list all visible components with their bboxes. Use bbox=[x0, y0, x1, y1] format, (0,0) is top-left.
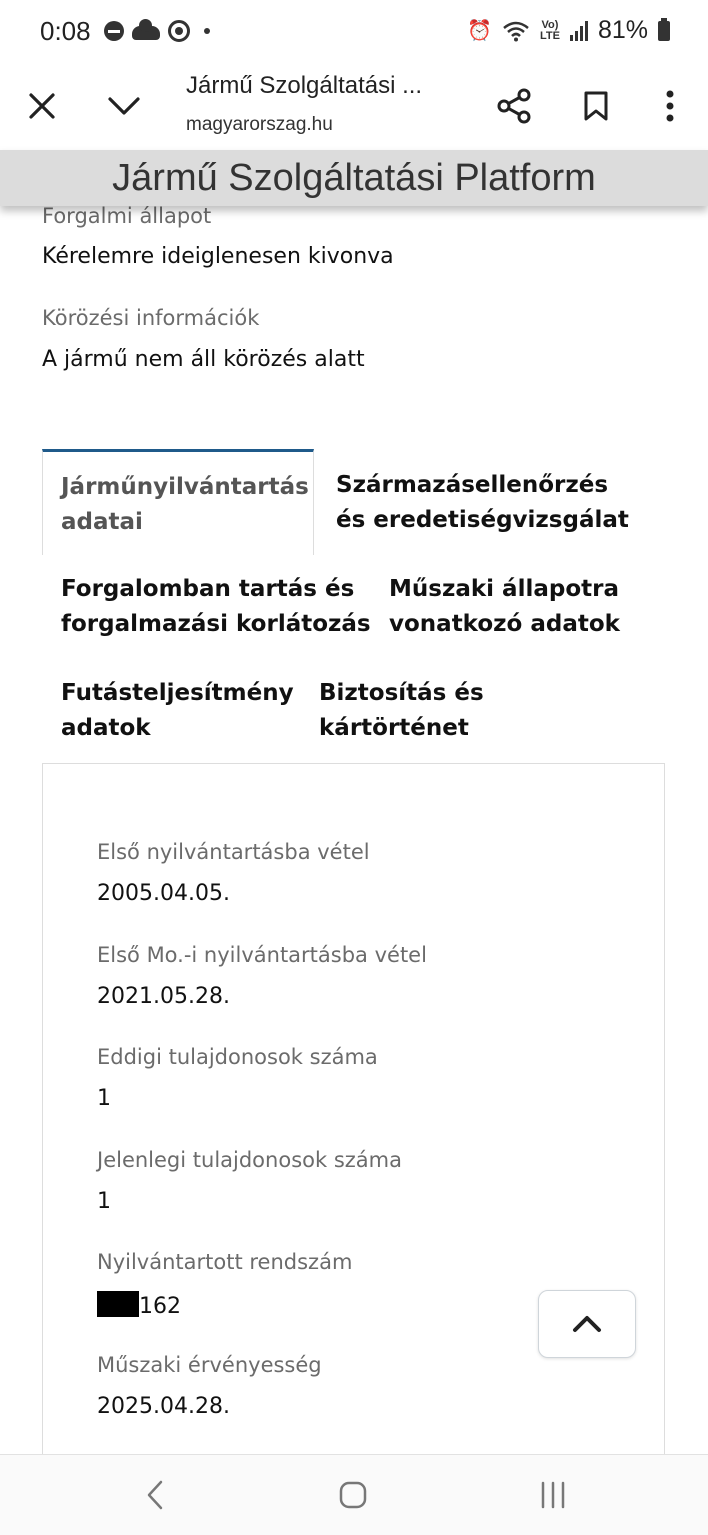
collapse-button[interactable] bbox=[96, 78, 152, 134]
wifi-icon bbox=[502, 20, 530, 42]
more-notifications-dot-icon bbox=[204, 28, 210, 34]
plate-number-value bbox=[97, 1291, 181, 1319]
current-owners-value: 1 bbox=[97, 1189, 111, 1214]
chevron-up-icon bbox=[572, 1315, 602, 1333]
tab-registration-data[interactable] bbox=[42, 449, 314, 555]
more-vert-icon bbox=[665, 90, 675, 122]
signal-icon bbox=[570, 21, 588, 41]
plate-number-visible-part: 162 bbox=[139, 1294, 181, 1319]
tab-insurance-history[interactable]: Biztosítás és kártörténet bbox=[319, 680, 484, 741]
do-not-disturb-icon bbox=[104, 21, 124, 41]
back-icon bbox=[146, 1480, 164, 1510]
page-title: Jármű Szolgáltatási ... bbox=[186, 72, 423, 99]
close-button[interactable] bbox=[14, 78, 70, 134]
wanted-info-value: A jármű nem áll körözés alatt bbox=[42, 347, 365, 372]
more-options-button[interactable] bbox=[642, 78, 698, 134]
technical-validity-label: Műszaki érvényesség bbox=[97, 1353, 322, 1377]
first-registration-value: 2005.04.05. bbox=[97, 881, 230, 906]
previous-owners-label: Eddigi tulajdonosok száma bbox=[97, 1045, 378, 1069]
record-icon bbox=[168, 20, 190, 42]
tab-mileage[interactable]: Futásteljesítmény adatok bbox=[61, 680, 294, 741]
browser-toolbar bbox=[0, 66, 708, 150]
page-url: magyarorszag.hu bbox=[186, 114, 333, 135]
technical-validity-value: 2025.04.28. bbox=[97, 1394, 230, 1419]
plate-number-label: Nyilvántartott rendszám bbox=[97, 1250, 353, 1274]
first-registration-label: Első nyilvántartásba vétel bbox=[97, 840, 370, 864]
recents-icon bbox=[539, 1481, 567, 1509]
wanted-info-label: Körözési információk bbox=[42, 306, 260, 330]
alarm-icon: ⏰ bbox=[467, 20, 492, 42]
cloud-icon bbox=[132, 26, 160, 40]
close-icon bbox=[28, 92, 56, 120]
first-hu-registration-label: Első Mo.-i nyilvántartásba vétel bbox=[97, 943, 427, 967]
status-time: 0:08 bbox=[40, 16, 91, 46]
site-header bbox=[0, 150, 708, 206]
current-owners-label: Jelenlegi tulajdonosok száma bbox=[97, 1148, 402, 1172]
traffic-status-value: Kérelemre ideiglenesen kivonva bbox=[42, 244, 394, 269]
status-notification-icons bbox=[104, 20, 210, 42]
nav-back-button[interactable] bbox=[130, 1473, 180, 1517]
bookmark-button[interactable] bbox=[568, 78, 624, 134]
scroll-to-top-button[interactable] bbox=[538, 1290, 636, 1358]
first-hu-registration-value: 2021.05.28. bbox=[97, 984, 230, 1009]
tab-origin-check[interactable]: Származásellenőrzés és eredetiségvizsgálat bbox=[336, 472, 629, 533]
nav-recents-button[interactable] bbox=[528, 1473, 578, 1517]
nav-home-button[interactable] bbox=[328, 1473, 378, 1517]
share-button[interactable] bbox=[486, 78, 542, 134]
battery-percent: 81% bbox=[597, 16, 648, 44]
previous-owners-value: 1 bbox=[97, 1086, 111, 1111]
system-nav-bar bbox=[0, 1454, 708, 1535]
home-icon bbox=[338, 1480, 368, 1510]
tab-technical-condition[interactable]: Műszaki állapotra vonatkozó adatok bbox=[389, 576, 620, 637]
battery-icon bbox=[658, 21, 670, 41]
tab-registration-data-label: Járműnyilvántartás adatai bbox=[61, 474, 309, 535]
traffic-status-label: Forgalmi állapot bbox=[42, 206, 212, 228]
status-system-icons bbox=[467, 16, 670, 45]
bookmark-icon bbox=[583, 90, 609, 122]
site-title: Jármű Szolgáltatási Platform bbox=[112, 157, 596, 199]
tab-traffic-restriction[interactable]: Forgalomban tartás és forgalmazási korlátozás bbox=[61, 576, 371, 637]
chevron-down-icon bbox=[107, 96, 141, 116]
share-icon bbox=[496, 88, 532, 124]
volte-icon: Vo) LTE bbox=[539, 18, 560, 42]
main-content bbox=[0, 206, 708, 1454]
status-bar bbox=[0, 0, 708, 66]
redaction-block bbox=[97, 1291, 139, 1317]
